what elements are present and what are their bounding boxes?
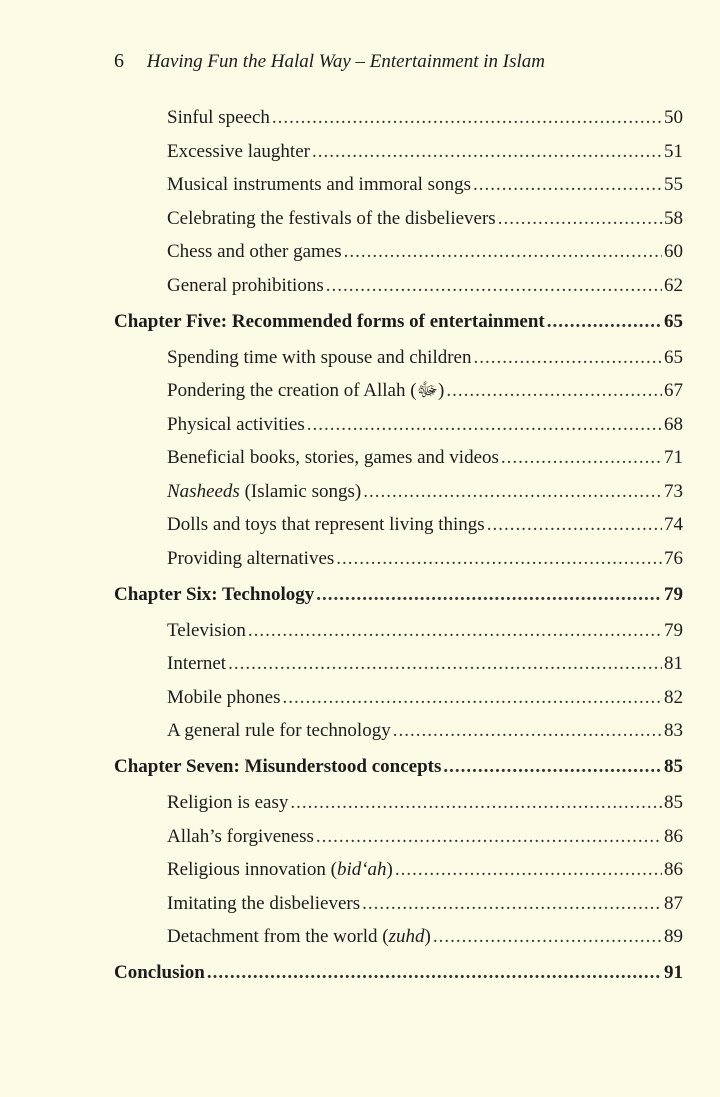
toc-section-entry <box>114 887 683 921</box>
toc-entry-page-number: 68 <box>664 413 683 435</box>
dot-leader <box>498 202 662 236</box>
toc-entry-title-text: Conclusion <box>114 962 205 983</box>
toc-entry-title-text: Spending time with spouse and children <box>167 346 472 368</box>
toc-entry-title <box>167 681 280 715</box>
toc-entry-title <box>167 135 310 169</box>
toc-entry-title <box>167 101 270 135</box>
dot-leader <box>395 853 662 887</box>
toc-entry-title-text: Dolls and toys that represent living things <box>167 514 485 535</box>
toc-entry-title-italic: zuhd <box>388 926 425 947</box>
toc-entry-title <box>167 786 288 820</box>
toc-entry-title-text: Beneficial books, stories, games and videos <box>167 447 499 468</box>
dot-leader <box>473 168 662 202</box>
running-title: Having Fun the Halal Way – Entertainment in Islam <box>146 51 545 72</box>
toc-entry-title <box>167 341 471 375</box>
toc-chapter-entry <box>114 750 683 784</box>
toc-section-entry <box>114 647 683 681</box>
dot-leader <box>248 614 662 648</box>
dot-leader <box>446 374 662 408</box>
toc-section-entry <box>114 542 683 576</box>
toc-entry-page-number: 79 <box>664 583 683 605</box>
toc-entry-page-number: 85 <box>664 792 683 813</box>
toc-entry-title <box>167 820 314 854</box>
toc-entry-title-text: A general rule for technology <box>167 720 391 741</box>
toc-entry-title-end: ) <box>424 926 431 947</box>
toc-section-entry <box>114 853 683 887</box>
toc-entry-title <box>167 853 393 887</box>
toc-entry-title-text: Allah’s forgiveness <box>167 825 314 847</box>
page-number: 6 <box>114 50 124 72</box>
toc-entry-page-number: 62 <box>664 274 683 296</box>
dot-leader <box>344 235 662 269</box>
toc-section-entry <box>114 786 683 820</box>
dot-leader <box>207 956 662 990</box>
dot-leader <box>336 542 662 576</box>
toc-entry-title-italic: bid‘ah <box>336 859 387 880</box>
toc-entry-title <box>167 269 324 303</box>
toc-entry-title <box>167 441 499 475</box>
dot-leader <box>316 820 662 854</box>
dot-leader <box>362 887 662 921</box>
toc-entry-title <box>167 168 471 202</box>
toc-entry-title <box>114 956 205 990</box>
toc-section-entry <box>114 408 683 442</box>
toc-entry-title-text: General prohibitions <box>167 274 324 296</box>
toc-section-entry <box>114 820 683 854</box>
toc-entry-title-text: Religion is easy <box>167 792 289 813</box>
toc-entry-page-number: 51 <box>664 140 683 162</box>
toc-entry-page-number: 85 <box>664 756 683 777</box>
toc-entry-page-number: 86 <box>664 825 683 847</box>
toc-entry-title-italic: Nasheeds <box>167 480 240 502</box>
toc-entry-page-number: 58 <box>664 207 683 229</box>
dot-leader <box>363 475 662 509</box>
toc-entry-title <box>167 475 361 509</box>
toc-entry-title-text: Internet <box>167 653 227 674</box>
toc-entry-title-text: Imitating the disbelievers <box>167 892 361 914</box>
toc-entry-title-text: Celebrating the festivals of the disbelievers <box>167 207 496 229</box>
toc-section-entry <box>114 202 683 236</box>
toc-section-entry <box>114 168 683 202</box>
toc-section-entry <box>114 614 683 648</box>
dot-leader <box>326 269 662 303</box>
toc-entry-title <box>114 305 545 339</box>
toc-section-entry <box>114 681 683 715</box>
toc-entry-title-text: Chess and other games <box>167 241 342 262</box>
toc-entry-page-number: 65 <box>664 310 683 332</box>
dot-leader <box>501 441 662 475</box>
toc-entry-page-number: 73 <box>664 480 683 502</box>
toc-entry-title <box>167 408 305 442</box>
toc-entry-page-number: 86 <box>664 859 683 880</box>
toc-entry-page-number: 74 <box>664 514 683 535</box>
dot-leader <box>393 714 662 748</box>
toc-chapter-entry <box>114 578 683 612</box>
toc-entry-title-text: Television <box>167 619 246 641</box>
toc-section-entry <box>114 269 683 303</box>
toc-section-entry <box>114 714 683 748</box>
toc-entry-title <box>167 235 342 269</box>
toc-entry-title-end: ) <box>386 859 393 880</box>
toc-entry-title <box>167 887 360 921</box>
dot-leader <box>312 135 662 169</box>
dot-leader <box>307 408 662 442</box>
dot-leader <box>547 305 662 339</box>
toc-entry-title-text: Pondering the creation of Allah (ﷻ) <box>167 380 445 401</box>
toc-section-entry <box>114 475 683 509</box>
toc-entry-page-number: 76 <box>664 547 683 569</box>
toc-section-entry <box>114 920 683 954</box>
dot-leader <box>473 341 662 375</box>
toc-entry-page-number: 82 <box>664 686 683 708</box>
toc-section-entry <box>114 135 683 169</box>
toc-entry-title <box>167 614 246 648</box>
toc-entry-title <box>167 508 485 542</box>
toc-section-entry <box>114 374 683 408</box>
toc-section-entry <box>114 341 683 375</box>
toc-chapter-entry <box>114 956 683 990</box>
toc-entry-title-text: Excessive laughter <box>167 140 310 162</box>
toc-entry-page-number: 50 <box>664 107 683 128</box>
toc-entry-page-number: 65 <box>664 346 683 368</box>
toc-entry-page-number: 67 <box>664 380 683 401</box>
toc-entry-page-number: 83 <box>664 720 683 741</box>
toc-entry-title <box>167 920 431 954</box>
toc-entry-title-text: Sinful speech <box>167 107 270 128</box>
toc-entry-page-number: 81 <box>664 653 683 674</box>
toc-entry-title-text: Chapter Seven: Misunderstood concepts <box>114 756 442 777</box>
dot-leader <box>487 508 662 542</box>
toc-entry-page-number: 91 <box>664 962 683 983</box>
toc-entry-title-text: Detachment from the world ( <box>167 926 389 947</box>
table-of-contents <box>114 101 683 992</box>
toc-entry-title-text: Chapter Six: Technology <box>114 583 315 605</box>
toc-entry-title <box>167 202 496 236</box>
toc-entry-title-text: Mobile phones <box>167 686 281 708</box>
toc-entry-page-number: 89 <box>664 926 683 947</box>
dot-leader <box>282 681 662 715</box>
toc-entry-title-text: Providing alternatives <box>167 547 335 569</box>
toc-chapter-entry <box>114 305 683 339</box>
dot-leader <box>272 101 662 135</box>
toc-entry-title <box>114 578 314 612</box>
toc-entry-title <box>114 750 441 784</box>
toc-entry-title <box>167 647 226 681</box>
toc-entry-page-number: 71 <box>664 447 683 468</box>
toc-entry-title-text: Musical instruments and immoral songs <box>167 174 471 195</box>
toc-entry-title <box>167 542 334 576</box>
dot-leader <box>290 786 662 820</box>
dot-leader <box>228 647 662 681</box>
dot-leader <box>443 750 662 784</box>
running-header <box>114 50 545 73</box>
toc-entry-page-number: 55 <box>664 174 683 195</box>
toc-entry-title <box>167 374 444 408</box>
toc-section-entry <box>114 101 683 135</box>
toc-section-entry <box>114 441 683 475</box>
toc-entry-page-number: 60 <box>664 241 683 262</box>
toc-entry-page-number: 87 <box>664 892 683 914</box>
toc-entry-page-number: 79 <box>664 619 683 641</box>
dot-leader <box>316 578 662 612</box>
toc-entry-title-text: Physical activities <box>167 413 305 435</box>
toc-entry-title-text: Chapter Five: Recommended forms of entertainment <box>114 310 545 332</box>
toc-section-entry <box>114 235 683 269</box>
toc-section-entry <box>114 508 683 542</box>
dot-leader <box>433 920 662 954</box>
toc-entry-title <box>167 714 391 748</box>
toc-entry-title-text: (Islamic songs) <box>239 480 362 502</box>
toc-entry-title-text: Religious innovation ( <box>167 859 337 880</box>
